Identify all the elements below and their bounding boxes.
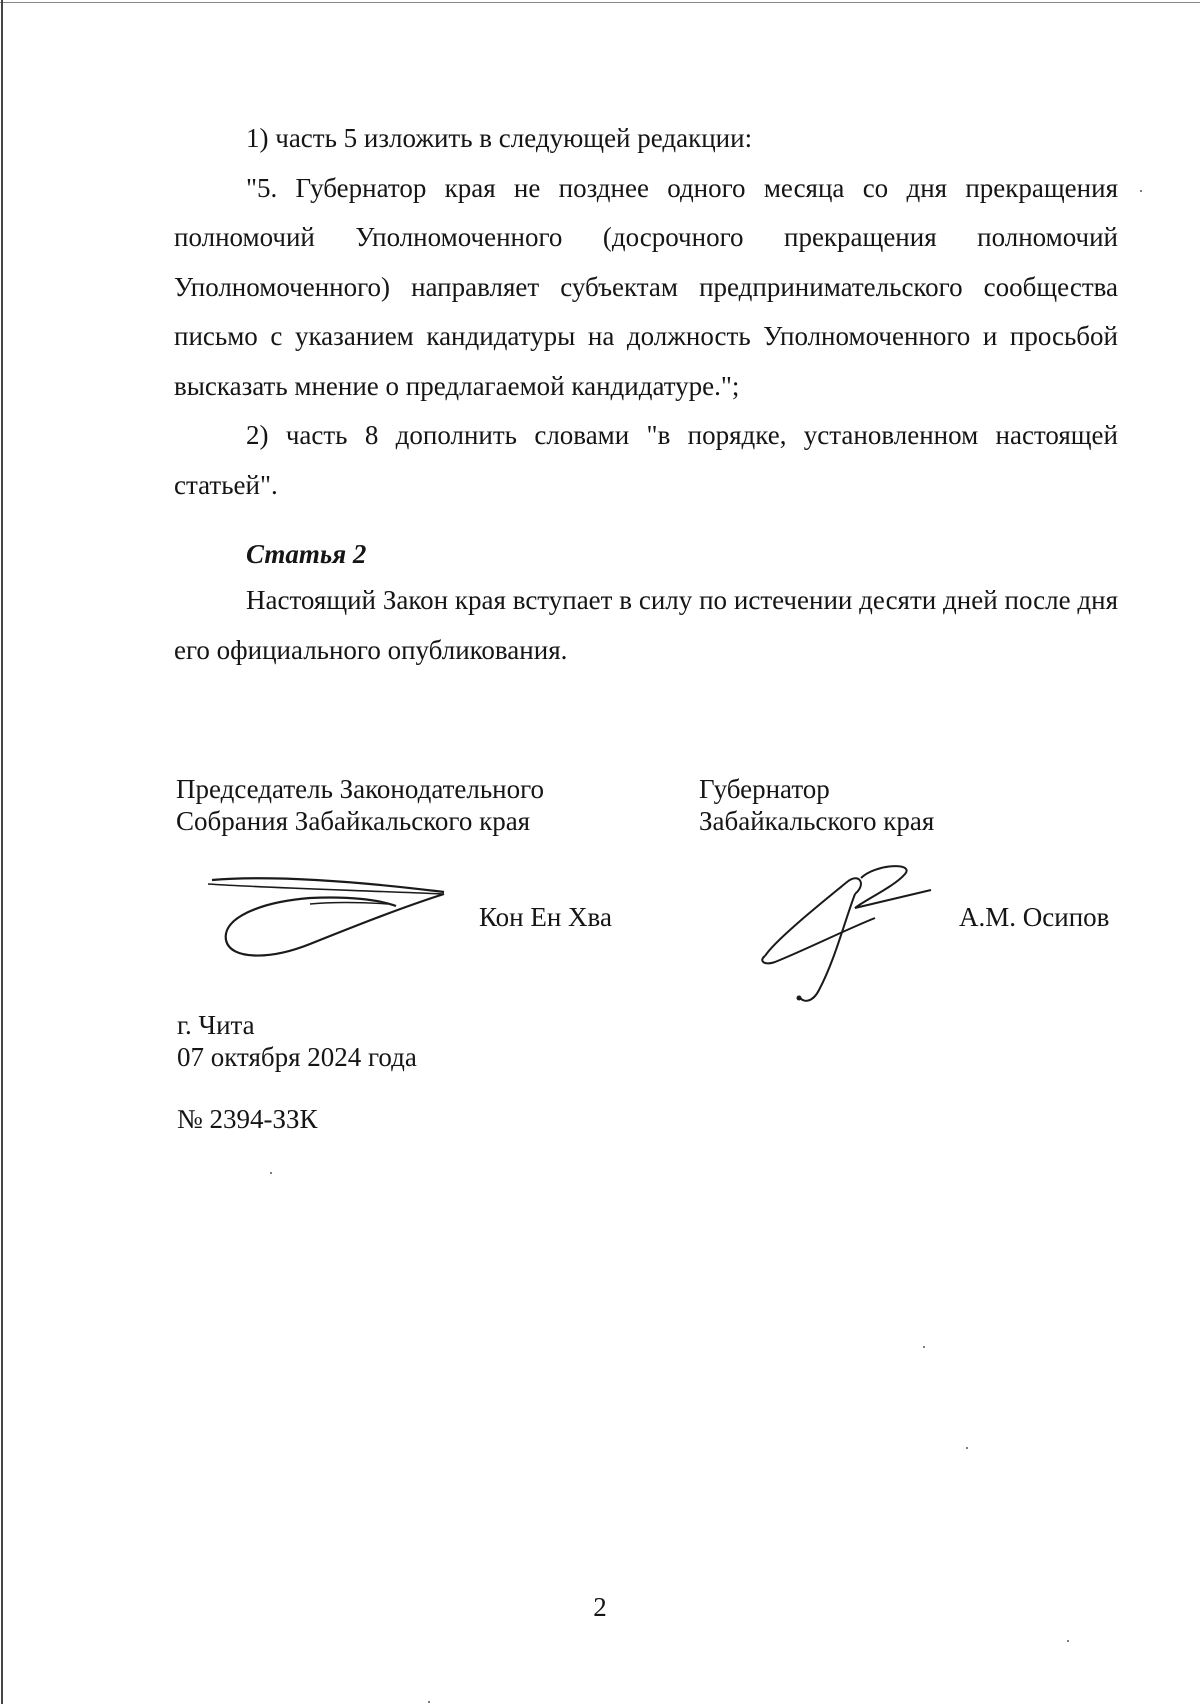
left-signature-image (200, 868, 450, 964)
scan-speck (270, 1172, 272, 1174)
right-signatory-title-line1: Губернатор (699, 774, 830, 804)
document-body (174, 114, 1118, 675)
document-number: № 2394-ЗЗК (177, 1104, 318, 1134)
city-line: г. Чита (177, 1010, 255, 1040)
scan-speck (1140, 190, 1142, 192)
left-signatory-title-line2: Собрания Забайкальского края (176, 806, 531, 836)
amendment-quote: "5. Губернатор края не позднее одного месяца со дня прекращения полномочий Уполномоченного (досрочного прекращения полномочий Уполномоченного) направляет субъектам предпринимательского сообщества письмо с указанием кандидатуры на должность Уполномоченного и просьбой высказать мнение о предлагаемой кандидатуре."; (174, 172, 1118, 401)
right-signatory-title-line2: Забайкальского края (699, 806, 935, 836)
scan-edge-left (1, 0, 3, 1704)
scan-speck (428, 1701, 430, 1703)
left-signatory-title-line1: Председатель Законодательного (176, 774, 545, 804)
scan-speck (1067, 1640, 1069, 1642)
right-signatory-name: А.М. Осипов (959, 902, 1110, 932)
scan-edge-top (0, 2, 1200, 3)
article-heading: Статья 2 (246, 539, 367, 569)
amendment-item-1: 1) часть 5 изложить в следующей редакции: (246, 123, 753, 153)
right-signature-image (755, 860, 935, 1010)
date-line: 07 октября 2024 года (177, 1042, 417, 1072)
left-signatory-name: Кон Ен Хва (479, 902, 612, 932)
article-text: Настоящий Закон края вступает в силу по истечении десяти дней после дня его официального опубликования. (174, 585, 1118, 665)
scan-speck (966, 1447, 968, 1449)
scan-speck (923, 1346, 925, 1348)
amendment-item-2: 2) часть 8 дополнить словами "в порядке, установленном настоящей статьей". (174, 420, 1118, 500)
page-number: 2 (593, 1592, 607, 1622)
